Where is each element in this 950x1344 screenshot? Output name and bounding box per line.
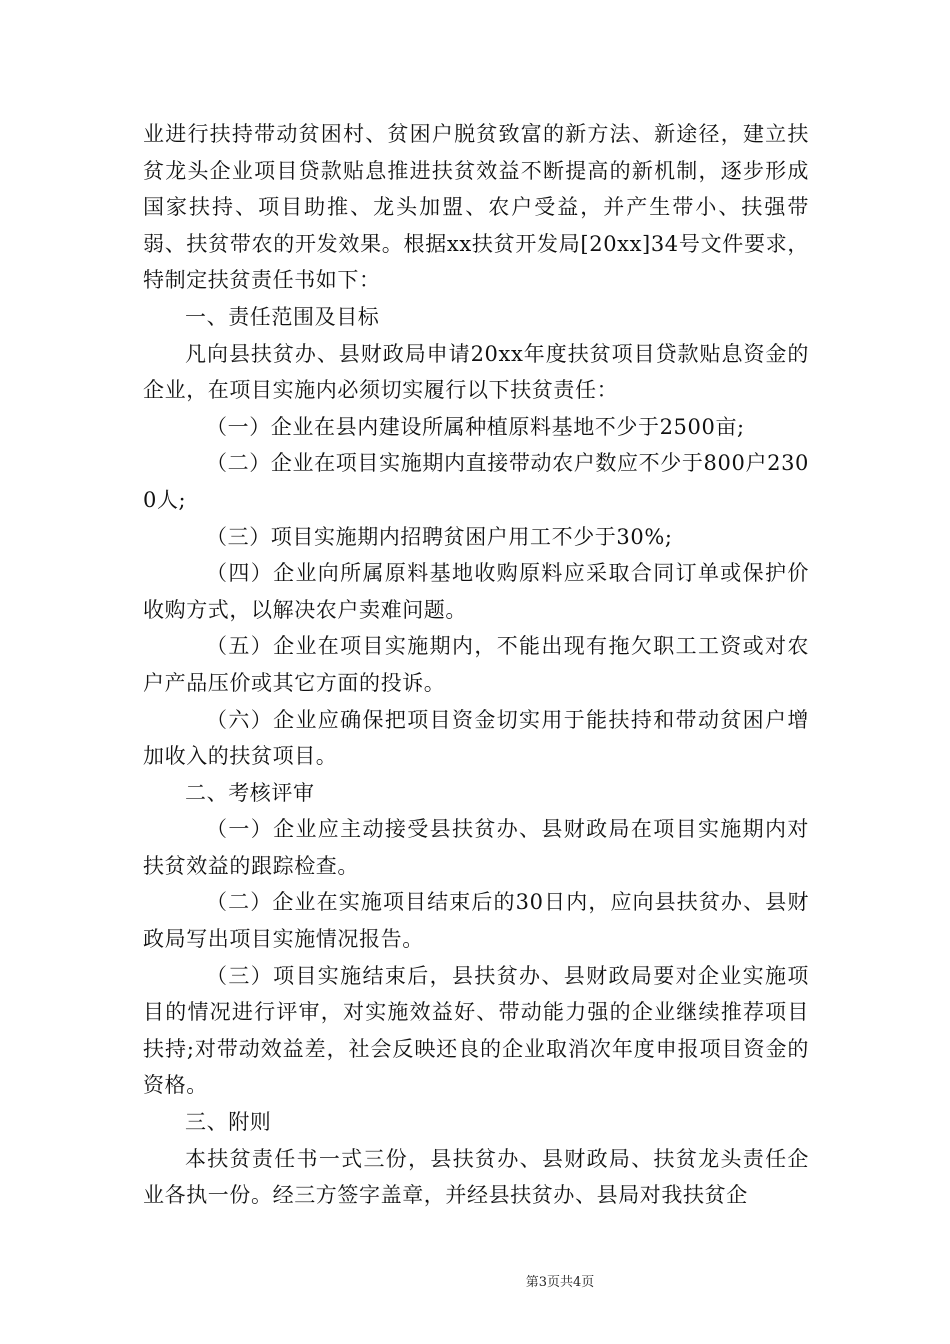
paragraph-intro-continuation: 业进行扶持带动贫困村、贫困户脱贫致富的新方法、新途径，建立扶贫龙头企业项目贷款贴息推进扶贫效益不断提高的新机制，逐步形成国家扶持、项目助推、龙头加盟、农户受益，并产生带小、扶强带弱、扶贫带农的开发效果。根据xx扶贫开发局[20xx]34号文件要求，特制定扶贫责任书如下：	[143, 122, 809, 293]
list-item-2: （二）企业在项目实施期内直接带动农户数应不少于800户2300人;	[143, 451, 809, 512]
list-item-1: （一）企业在县内建设所属种植原料基地不少于2500亩;	[206, 414, 745, 439]
list-item-6: （六）企业应确保把项目资金切实用于能扶持和带动贫困户增加收入的扶贫项目。	[143, 707, 809, 769]
section-heading-2: 二、考核评审	[185, 780, 315, 805]
review-item-2: （二）企业在实施项目结束后的30日内，应向县扶贫办、县财政局写出项目实施情况报告。	[143, 890, 809, 952]
paragraph-scope: 凡向县扶贫办、县财政局申请20xx年度扶贫项目贷款贴息资金的企业，在项目实施内必须切实履行以下扶贫责任：	[143, 341, 809, 403]
review-item-1: （一）企业应主动接受县扶贫办、县财政局在项目实施期内对扶贫效益的跟踪检查。	[143, 817, 809, 878]
page-number-footer: 第3页共4页	[525, 1275, 595, 1290]
section-heading-3: 三、附则	[185, 1110, 272, 1135]
section-heading-1: 一、责任范围及目标	[185, 304, 380, 329]
document-body	[143, 116, 809, 1214]
list-item-4: （四）企业向所属原料基地收购原料应采取合同订单或保护价收购方式，以解决农户卖难问题。	[143, 561, 809, 622]
list-item-3: （三）项目实施期内招聘贫困户用工不少于30%;	[206, 524, 673, 549]
paragraph-appendix: 本扶贫责任书一式三份，县扶贫办、县财政局、扶贫龙头责任企业各执一份。经三方签字盖章，并经县扶贫办、县局对我扶贫企	[143, 1146, 809, 1208]
review-item-3: （三）项目实施结束后，县扶贫办、县财政局要对企业实施项目的情况进行评审，对实施效益好、带动能力强的企业继续推荐项目扶持;对带动效益差，社会反映还良的企业取消次年度申报项目资金的资格。	[143, 963, 809, 1098]
list-item-5: （五）企业在项目实施期内，不能出现有拖欠职工工资或对农户产品压价或其它方面的投诉。	[143, 634, 809, 695]
